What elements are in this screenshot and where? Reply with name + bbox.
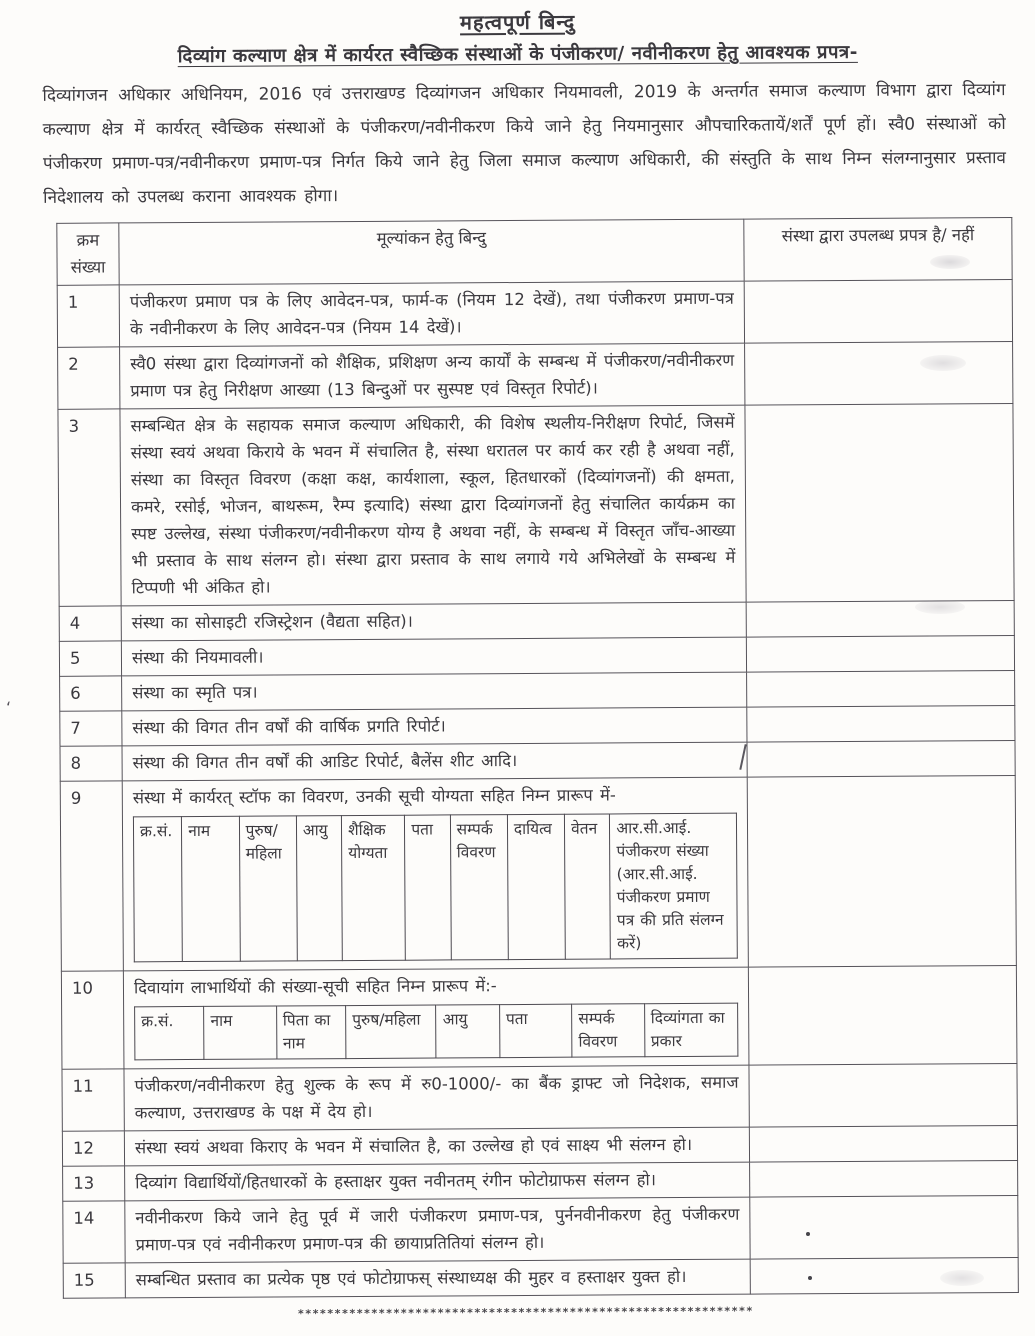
row-text: संस्था का स्मृति पत्र। [122, 672, 747, 711]
row-number: 5 [59, 641, 121, 676]
row-text: स्वै0 संस्था द्वारा दिव्यांगजनों को शैक्षिक, प्रशिक्षण अन्य कार्यों के सम्बन्ध में पंजीकरण/नवीनीकरण प्रमाण पत्र हेतु निरीक्षण आख्या (13 बिन्दुओं पर सुस्पष्ट एवं विस्तृत रिपोर्ट)। [120, 343, 745, 409]
row-text: संस्था की विगत तीन वर्षों की आडिट रिपोर्ट, बैलेंस शीट आदि। [122, 742, 747, 781]
beneficiary-format-header-row [135, 1003, 738, 1060]
header-serial: क्रम संख्या [57, 223, 119, 285]
page-title: महत्वपूर्ण बिन्दु [459, 9, 576, 35]
row-number: 14 [63, 1201, 125, 1263]
ben-col-gender: पुरुष/महिला [346, 1005, 437, 1059]
row-number: 15 [63, 1263, 125, 1298]
row-number: 8 [60, 746, 122, 781]
availability-cell [748, 965, 1017, 1065]
row-number: 6 [60, 676, 122, 711]
ben-col-name: नाम [204, 1006, 277, 1059]
availability-cell [746, 600, 1014, 637]
beneficiary-format-caption: दिवायांग लाभार्थियों की संख्या-सूची सहित निम्न प्रारूप में:- [133, 976, 497, 998]
table-row-beneficiary-format [61, 965, 1017, 1069]
staff-col-contact: सम्पर्क विवरण [450, 815, 508, 960]
document-subtitle: दिव्यांग कल्याण क्षेत्र में कार्यरत स्वैच्छिक संस्थाओं के पंजीकरण/ नवीनीकरण हेतु आवश्यक प्रपत्र- [177, 41, 858, 68]
row-number: 10 [61, 971, 124, 1069]
table-row [60, 740, 1015, 781]
staff-format-table [133, 813, 738, 963]
table-row [62, 1063, 1017, 1131]
table-row [58, 341, 1013, 409]
staff-col-serial: क्र.सं. [133, 817, 182, 962]
availability-cell [747, 775, 1016, 967]
row-number: 13 [63, 1166, 125, 1201]
staff-col-name: नाम [182, 816, 240, 961]
ben-col-contact: सम्पर्क विवरण [572, 1004, 645, 1057]
row-number: 11 [62, 1069, 124, 1131]
table-row [60, 705, 1015, 746]
row-text: संस्था की विगत तीन वर्षों की वार्षिक प्रगति रिपोर्ट। [122, 707, 747, 746]
scan-artifact: ‘ [6, 698, 12, 717]
staff-col-rci: आर.सी.आई. पंजीकरण संख्या (आर.सी.आई. पंजीकरण प्रमाण पत्र की प्रति संलग्न करें) [610, 813, 738, 959]
ben-col-address: पता [499, 1004, 572, 1057]
availability-cell [744, 279, 1012, 343]
staff-format-caption: संस्था में कार्यरत् स्टॉफ का विवरण, उनकी सूची योग्यता सहित निम्न प्रारूप में- [132, 785, 616, 808]
header-availability: संस्था द्वारा उपलब्ध प्रपत्र है/ नहीं [744, 217, 1012, 281]
table-row [60, 670, 1015, 711]
row-text: दिव्यांग विद्यार्थियों/हितधारकों के हस्ताक्षर युक्त नवीनतम् रंगीन फोटोग्राफस संलग्न हो। [125, 1162, 750, 1201]
row-number: 9 [60, 781, 123, 971]
table-row [58, 403, 1014, 606]
row-number: 1 [57, 285, 119, 347]
checklist-table [56, 217, 1019, 1299]
staff-col-salary: वेतन [565, 814, 611, 959]
staff-format-header-row [133, 813, 737, 962]
availability-cell [750, 1160, 1018, 1197]
availability-cell [745, 403, 1014, 602]
ben-col-serial: क्र.सं. [135, 1006, 205, 1059]
table-row [63, 1195, 1018, 1263]
row-text: संस्था का सोसाइटी रजिस्ट्रेशन (वैद्यता सहित)। [121, 602, 746, 641]
row-text: संस्था की नियमावली। [121, 637, 746, 676]
row-text: सम्बन्धित प्रस्ताव का प्रत्येक पृष्ठ एवं फोटोग्राफस् संस्थाध्यक्ष की मुहर व हस्ताक्षर युक्त हो। [125, 1259, 750, 1298]
asterisk-separator: ************************************************************** [297, 1304, 754, 1321]
availability-cell [747, 740, 1015, 777]
table-row [62, 1125, 1017, 1166]
availability-cell [750, 1257, 1018, 1294]
ben-col-father: पिता का नाम [276, 1006, 346, 1059]
availability-cell [745, 341, 1013, 405]
availability-cell [747, 670, 1015, 707]
beneficiary-format-table [134, 1003, 738, 1061]
table-row [59, 600, 1014, 641]
row-text-with-nested-table [123, 967, 749, 1069]
row-number: 2 [58, 347, 120, 409]
table-row [63, 1257, 1018, 1298]
table-header-row [57, 217, 1012, 285]
table-row [57, 279, 1012, 347]
row-number: 3 [58, 409, 121, 606]
row-text: संस्था स्वयं अथवा किराए के भवन में संचालित है, का उल्लेख हो एवं साक्ष्य भी संलग्न हो। [124, 1127, 749, 1166]
row-number: 4 [59, 606, 121, 641]
row-number: 7 [60, 711, 122, 746]
staff-col-gender: पुरुष/ महिला [239, 816, 297, 961]
staff-col-qualification: शैक्षिक योग्यता [341, 815, 405, 960]
table-row [59, 635, 1014, 676]
staff-col-age: आयु [296, 816, 342, 961]
row-text-with-nested-table [122, 777, 748, 971]
availability-cell [749, 1125, 1017, 1162]
staff-col-address: पता [405, 815, 451, 960]
ben-col-disability-type: दिव्यांगता का प्रकार [644, 1003, 738, 1057]
row-text: सम्बन्धित क्षेत्र के सहायक समाज कल्याण अधिकारी, की विशेष स्थलीय-निरीक्षण रिपोर्ट, जिसमें संस्था स्वयं अथवा किराये के भवन में संचालित है, संस्था धरातल पर कार्य कर रही है अथवा नहीं, संस्था का विस्तृत विवरण (कक्षा कक्ष, कार्यशाला, स्कूल, हितधारकों (दिव्यांगजनों) की क्षमता, कमरे, रसोई, भोजन, बाथरूम, रैम्प इत्यादि) संस्था द्वारा दिव्यांगजनों हेतु संचालित कार्यक्रम का स्पष्ट उल्लेख, संस्था पंजीकरण/नवीनीकरण योग्य है अथवा नहीं, के सम्बन्ध में विस्तृत जाँच-आख्या भी प्रस्ताव के साथ संलग्न हो। संस्था द्वारा प्रस्ताव के साथ लगाये गये अभिलेखों के सम्बन्ध में टिप्पणी भी अंकित हो। [120, 405, 746, 606]
intro-paragraph: दिव्यांगजन अधिकार अधिनियम, 2016 एवं उत्तराखण्ड दिव्यांगजन अधिकार नियमावली, 2019 के अन्तर्गत समाज कल्याण विभाग द्वारा दिव्यांग कल्याण क्षेत्र में कार्यरत् स्वैच्छिक संस्थाओं के पंजीकरण/नवीनीकरण किये जाने हेतु नियमानुसार औपचारिकतायें/शर्तें पूर्ण हों। स्वै0 संस्थाओं को पंजीकरण प्रमाण-पत्र/नवीनीकरण प्रमाण-पत्र निर्गत किये जाने हेतु जिला समाज कल्याण अधिकारी, की संस्तुति के साथ निम्न संलग्नानुसार प्रस्ताव निदेशालय को उपलब्ध कराना आवश्यक होगा। [42, 80, 1006, 208]
availability-cell [749, 1063, 1017, 1127]
row-text: पंजीकरण/नवीनीकरण हेतु शुल्क के रूप में रु0-1000/- का बैंक ड्राफ्ट जो निदेशक, समाज कल्याण, उत्तराखण्ड के पक्ष में देय हो। [124, 1065, 749, 1131]
availability-cell [747, 705, 1015, 742]
availability-cell [746, 635, 1014, 672]
table-row-staff-format [60, 775, 1016, 971]
row-text: पंजीकरण प्रमाण पत्र के लिए आवेदन-पत्र, फार्म-क (नियम 12 देखें), तथा पंजीकरण प्रमाण-पत्र के नवीनीकरण के लिए आवेदन-पत्र (नियम 14 देखें)। [119, 281, 744, 347]
row-number: 12 [62, 1131, 124, 1166]
header-point: मूल्यांकन हेतु बिन्दु [119, 219, 744, 285]
staff-col-duty: दायित्व [507, 814, 565, 959]
table-row [63, 1160, 1018, 1201]
availability-cell [750, 1195, 1018, 1259]
ben-col-age: आयु [436, 1005, 500, 1058]
row-text: नवीनीकरण किये जाने हेतु पूर्व में जारी पंजीकरण प्रमाण-पत्र, पुर्ननवीनीकरण हेतु पंजीकरण प्रमाण-पत्र एवं नवीनीकरण प्रमाण-पत्र की छायाप्रतितियां संलग्न हो। [125, 1197, 750, 1263]
